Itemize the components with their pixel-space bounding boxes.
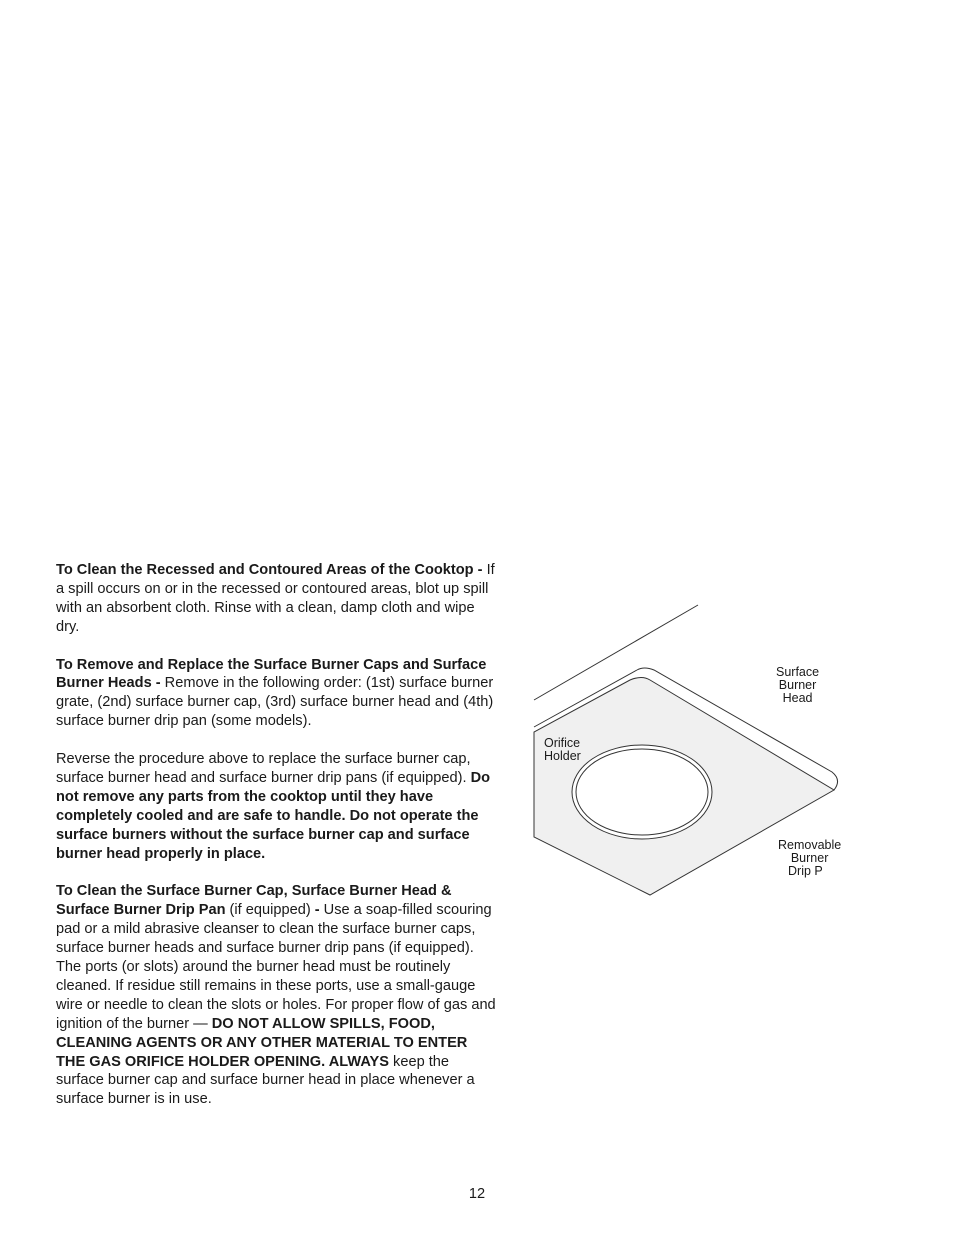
heading-remove-replace: To Remove and Replace the Surface Burner Caps and Surface Burner Heads -	[56, 656, 487, 692]
label-line: Surface	[776, 665, 820, 679]
label-line: Holder	[544, 749, 581, 763]
caps-warning-clean-cap: DO NOT ALLOW SPILLS, FOOD, CLEANING AGENTS OR ANY OTHER MATERIAL TO ENTER THE GAS ORIFICE HOLDER OPENING. ALWAYS	[56, 1015, 468, 1070]
paragraph-remove-replace	[56, 656, 498, 732]
paren-clean-cap: (if equipped)	[225, 902, 315, 919]
label-line: Burner	[778, 678, 817, 692]
label-line: Orifice	[544, 736, 581, 750]
page-number: 12	[468, 1186, 486, 1202]
body-clean-cap: Use a soap-filled scouring pad or a mild abrasive cleanser to clean the surface burner caps, surface burner heads and surface burner drip pans (if equipped). The ports (or slots) around the burner head must be routinely cleaned. If residue still remains in these ports, use a small-gauge wire or needle to clean the slots or holes. For proper flow of gas and ignition of the burner —	[56, 902, 496, 1032]
tail-clean-cap: keep the surface burner cap and surface burner head in place whenever a surface burner is in use.	[56, 1053, 475, 1108]
label-removable-drip-pan	[778, 839, 841, 878]
label-line: Removable	[778, 838, 842, 852]
body-reverse: Reverse the procedure above to replace the surface burner cap, surface burner head and surface burner drip pans (if equipped).	[56, 751, 471, 786]
label-orifice-holder	[544, 737, 581, 763]
label-line: Drip P	[788, 864, 823, 878]
paragraph-recessed	[56, 561, 498, 637]
text-column	[56, 561, 498, 1128]
heading-clean-cap: To Clean the Surface Burner Cap, Surface Burner Head & Surface Burner Drip Pan	[56, 883, 452, 919]
heading-recessed: To Clean the Recessed and Contoured Areas of the Cooktop -	[56, 562, 483, 578]
paragraph-reverse	[56, 750, 498, 863]
cooktop-edge-line	[534, 605, 698, 700]
warning-reverse: Do not remove any parts from the cooktop until they have completely cooled and are safe to handle. Do not operate the surface burners without the surface burner cap and surface burner head properly in place.	[56, 769, 491, 862]
orifice-opening-inner	[576, 749, 708, 835]
body-recessed: If a spill occurs on or in the recessed or contoured areas, blot up spill with an absorbent cloth. Rinse with a clean, damp cloth and wipe dry.	[56, 562, 495, 635]
label-line: Head	[782, 691, 813, 705]
label-line: Burner	[790, 851, 829, 865]
body-remove-replace: Remove in the following order: (1st) surface burner grate, (2nd) surface burner cap, (3rd) surface burner head and (4th) surface burner drip pan (some models).	[56, 675, 494, 730]
dash-clean-cap: -	[314, 902, 320, 919]
label-surface-burner-head	[776, 666, 819, 705]
burner-diagram	[532, 602, 862, 902]
paragraph-clean-cap	[56, 882, 498, 1109]
